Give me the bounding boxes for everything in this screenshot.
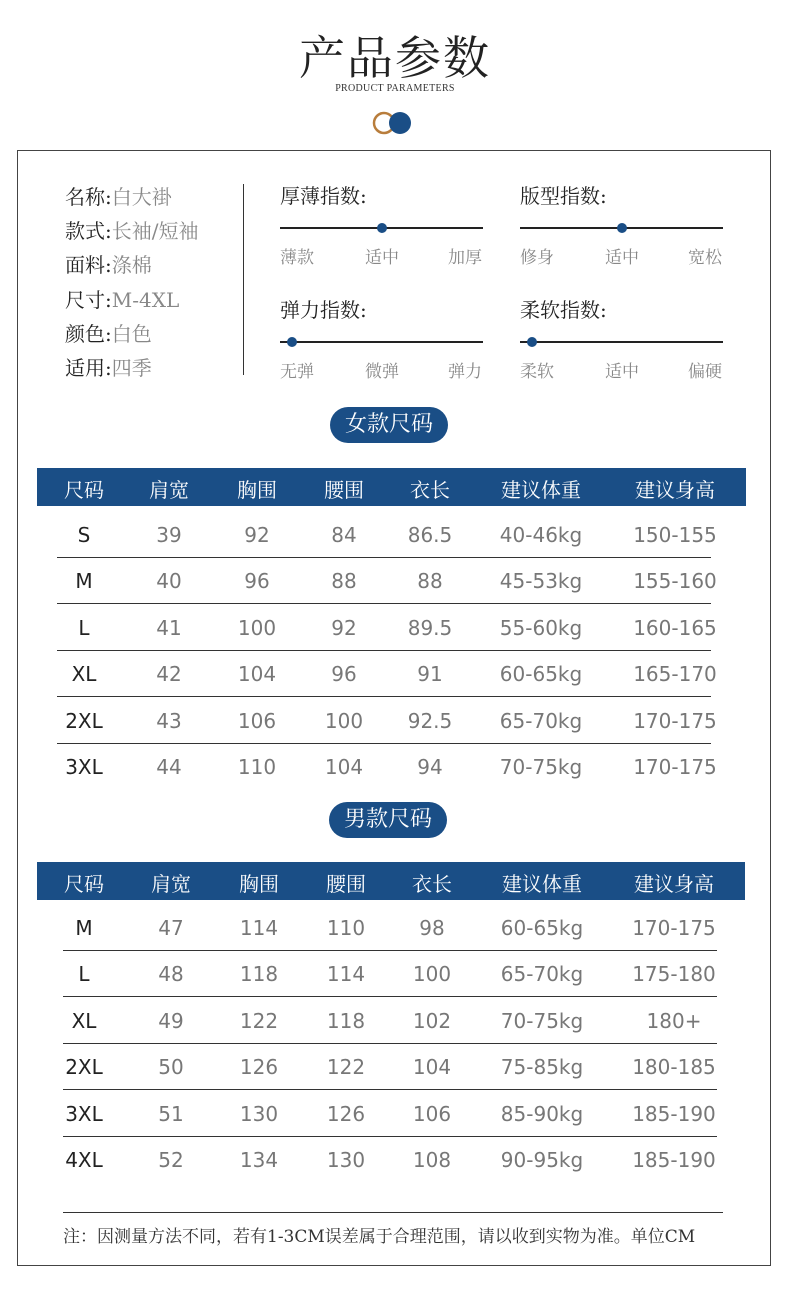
table-header-cell: 腰围 — [326, 872, 366, 896]
table-cell: 60-65kg — [500, 916, 584, 940]
index-slider-dot — [287, 337, 297, 347]
table-row-divider — [57, 696, 711, 697]
table-cell: XL — [71, 1008, 97, 1033]
index-scale-label: 宽松 — [688, 248, 722, 268]
spec-size — [65, 284, 179, 313]
table-cell: M — [75, 569, 93, 594]
table-cell: 185-190 — [632, 1148, 716, 1172]
index-title: 弹力指数: — [280, 298, 367, 322]
measurement-note: 注：因测量方法不同，若有1-3CM误差属于合理范围，请以收到实物为准。单位CM — [63, 1227, 696, 1247]
spec-style — [65, 215, 199, 244]
table-cell: 170-175 — [633, 708, 717, 733]
spec-season — [65, 352, 152, 381]
spec-divider — [243, 184, 244, 375]
table-cell: 44 — [156, 755, 182, 779]
table-cell: 100 — [412, 962, 452, 987]
index-scale-label: 柔软 — [520, 362, 554, 382]
table-cell: 126 — [239, 1055, 279, 1080]
table-cell: 160-165 — [633, 615, 717, 640]
note-divider — [63, 1212, 723, 1213]
table-cell: 41 — [156, 615, 182, 640]
table-cell: 170-175 — [632, 916, 716, 940]
index-scale-label: 偏硬 — [688, 362, 722, 382]
table-row-divider — [57, 603, 711, 604]
table-cell: 92 — [244, 523, 270, 547]
spec-value: 涤棉 — [111, 253, 152, 277]
table-header-cell: 肩宽 — [151, 872, 191, 896]
index-slider-track — [520, 341, 723, 343]
table-cell: 51 — [158, 1101, 184, 1126]
table-cell: 50 — [158, 1055, 184, 1080]
index-scale-label: 适中 — [365, 248, 399, 268]
table-header-cell: 建议体重 — [502, 872, 582, 896]
table-cell: 185-190 — [632, 1101, 716, 1126]
table-cell: 122 — [326, 1055, 366, 1080]
table-cell: 96 — [331, 662, 357, 687]
table-cell: 45-53kg — [499, 569, 583, 594]
table-header-cell: 胸围 — [239, 872, 279, 896]
table-cell: S — [77, 523, 91, 547]
table-cell: 88 — [331, 569, 357, 594]
table-cell: 170-175 — [633, 755, 717, 779]
table-cell: 155-160 — [633, 569, 717, 594]
table-cell: 2XL — [65, 1055, 103, 1080]
table-cell: 118 — [326, 1008, 366, 1033]
table-row-divider — [57, 650, 711, 651]
table-cell: 108 — [412, 1148, 452, 1172]
table-cell: 49 — [158, 1008, 184, 1033]
index-title: 厚薄指数: — [280, 184, 367, 208]
table-header-cell: 尺码 — [64, 872, 104, 896]
table-row-divider — [63, 1136, 717, 1137]
table-cell: 47 — [158, 916, 184, 940]
table-cell: 91 — [417, 662, 443, 687]
table-cell: 110 — [237, 755, 277, 779]
table-cell: 90-95kg — [500, 1148, 584, 1172]
table-cell: 75-85kg — [500, 1055, 584, 1080]
table-cell: 126 — [326, 1101, 366, 1126]
table-cell: 3XL — [65, 755, 103, 779]
table-cell: 114 — [239, 916, 279, 940]
table-cell: 122 — [239, 1008, 279, 1033]
index-title: 版型指数: — [520, 184, 607, 208]
table-cell: 134 — [239, 1148, 279, 1172]
page-title: 产品参数 — [299, 31, 491, 85]
table-cell: 98 — [419, 916, 445, 940]
table-cell: 92.5 — [407, 708, 453, 733]
table-cell: 60-65kg — [499, 662, 583, 687]
index-scale-label: 无弹 — [280, 362, 314, 382]
table-row-divider — [57, 557, 711, 558]
table-cell: 52 — [158, 1148, 184, 1172]
table-row-divider — [63, 996, 717, 997]
spec-color — [65, 318, 152, 347]
table-cell: 85-90kg — [500, 1101, 584, 1126]
women-size-title: 女款尺码 — [330, 407, 448, 443]
table-header-cell: 建议体重 — [501, 478, 581, 502]
table-cell: XL — [71, 662, 97, 687]
spec-value: 白色 — [111, 322, 152, 346]
spec-name — [65, 181, 172, 210]
table-cell: 100 — [237, 615, 277, 640]
table-cell: 114 — [326, 962, 366, 987]
index-scale-label: 薄款 — [280, 248, 314, 268]
table-header-cell: 胸围 — [237, 478, 277, 502]
index-title: 柔软指数: — [520, 298, 607, 322]
table-cell: 4XL — [65, 1148, 103, 1172]
index-scale-label: 加厚 — [448, 248, 482, 268]
table-header-cell: 腰围 — [324, 478, 364, 502]
table-header-cell: 建议身高 — [635, 478, 715, 502]
table-cell: 42 — [156, 662, 182, 687]
table-header-cell: 建议身高 — [634, 872, 714, 896]
table-cell: 100 — [324, 708, 364, 733]
index-scale-label: 弹力 — [448, 362, 482, 382]
table-cell: 92 — [331, 615, 357, 640]
table-cell: 2XL — [65, 708, 103, 733]
index-scale-label: 微弹 — [365, 362, 399, 382]
table-cell: 118 — [239, 962, 279, 987]
spec-label: 颜色: — [65, 322, 112, 346]
table-cell: 104 — [412, 1055, 452, 1080]
table-cell: 70-75kg — [499, 755, 583, 779]
table-cell: 43 — [156, 708, 182, 733]
table-cell: 40-46kg — [499, 523, 583, 547]
spec-value: 长袖/短袖 — [111, 219, 199, 243]
table-cell: 84 — [331, 523, 357, 547]
men-size-title: 男款尺码 — [329, 802, 447, 838]
spec-label: 适用: — [65, 356, 112, 380]
table-cell: 104 — [324, 755, 364, 779]
table-cell: 86.5 — [407, 523, 453, 547]
table-cell: 3XL — [65, 1101, 103, 1126]
table-row-divider — [63, 1043, 717, 1044]
table-cell: 40 — [156, 569, 182, 594]
table-header-cell: 肩宽 — [149, 478, 189, 502]
table-header-cell: 衣长 — [412, 872, 452, 896]
table-row-divider — [63, 950, 717, 951]
index-scale-label: 适中 — [605, 248, 639, 268]
table-cell: 55-60kg — [499, 615, 583, 640]
table-cell: 106 — [412, 1101, 452, 1126]
index-slider-track — [280, 341, 483, 343]
table-row-divider — [63, 1089, 717, 1090]
spec-label: 面料: — [65, 253, 112, 277]
table-cell: 65-70kg — [500, 962, 584, 987]
table-cell: 130 — [239, 1101, 279, 1126]
table-cell: 150-155 — [633, 523, 717, 547]
spec-label: 尺寸: — [65, 288, 112, 312]
table-cell: 106 — [237, 708, 277, 733]
table-cell: 165-170 — [633, 662, 717, 687]
table-cell: 102 — [412, 1008, 452, 1033]
table-cell: M — [75, 916, 93, 940]
table-cell: 180-185 — [632, 1055, 716, 1080]
table-cell: 104 — [237, 662, 277, 687]
table-cell: 88 — [417, 569, 443, 594]
table-header-cell: 尺码 — [64, 478, 104, 502]
spec-label: 款式: — [65, 219, 112, 243]
table-cell: 96 — [244, 569, 270, 594]
table-cell: 110 — [326, 916, 366, 940]
table-cell: 175-180 — [632, 962, 716, 987]
table-cell: 130 — [326, 1148, 366, 1172]
table-cell: 180+ — [646, 1008, 702, 1033]
index-slider-dot — [527, 337, 537, 347]
index-slider-dot — [377, 223, 387, 233]
table-cell: L — [78, 615, 90, 640]
index-slider-dot — [617, 223, 627, 233]
table-header-cell: 衣长 — [410, 478, 450, 502]
index-scale-label: 适中 — [605, 362, 639, 382]
table-cell: 89.5 — [407, 615, 453, 640]
spec-label: 名称: — [65, 185, 112, 209]
spec-value: 四季 — [111, 356, 152, 380]
page-subtitle: PRODUCT PARAMETERS — [335, 83, 455, 94]
table-cell: 48 — [158, 962, 184, 987]
index-scale-label: 修身 — [520, 248, 554, 268]
table-row-divider — [57, 743, 711, 744]
table-cell: L — [78, 962, 90, 987]
table-cell: 39 — [156, 523, 182, 547]
spec-value: M-4XL — [111, 288, 180, 312]
table-cell: 70-75kg — [500, 1008, 584, 1033]
rings-logo-icon — [372, 110, 414, 136]
spec-value: 白大褂 — [111, 185, 172, 209]
table-cell: 94 — [417, 755, 443, 779]
spec-fabric — [65, 249, 152, 278]
table-cell: 65-70kg — [499, 708, 583, 733]
